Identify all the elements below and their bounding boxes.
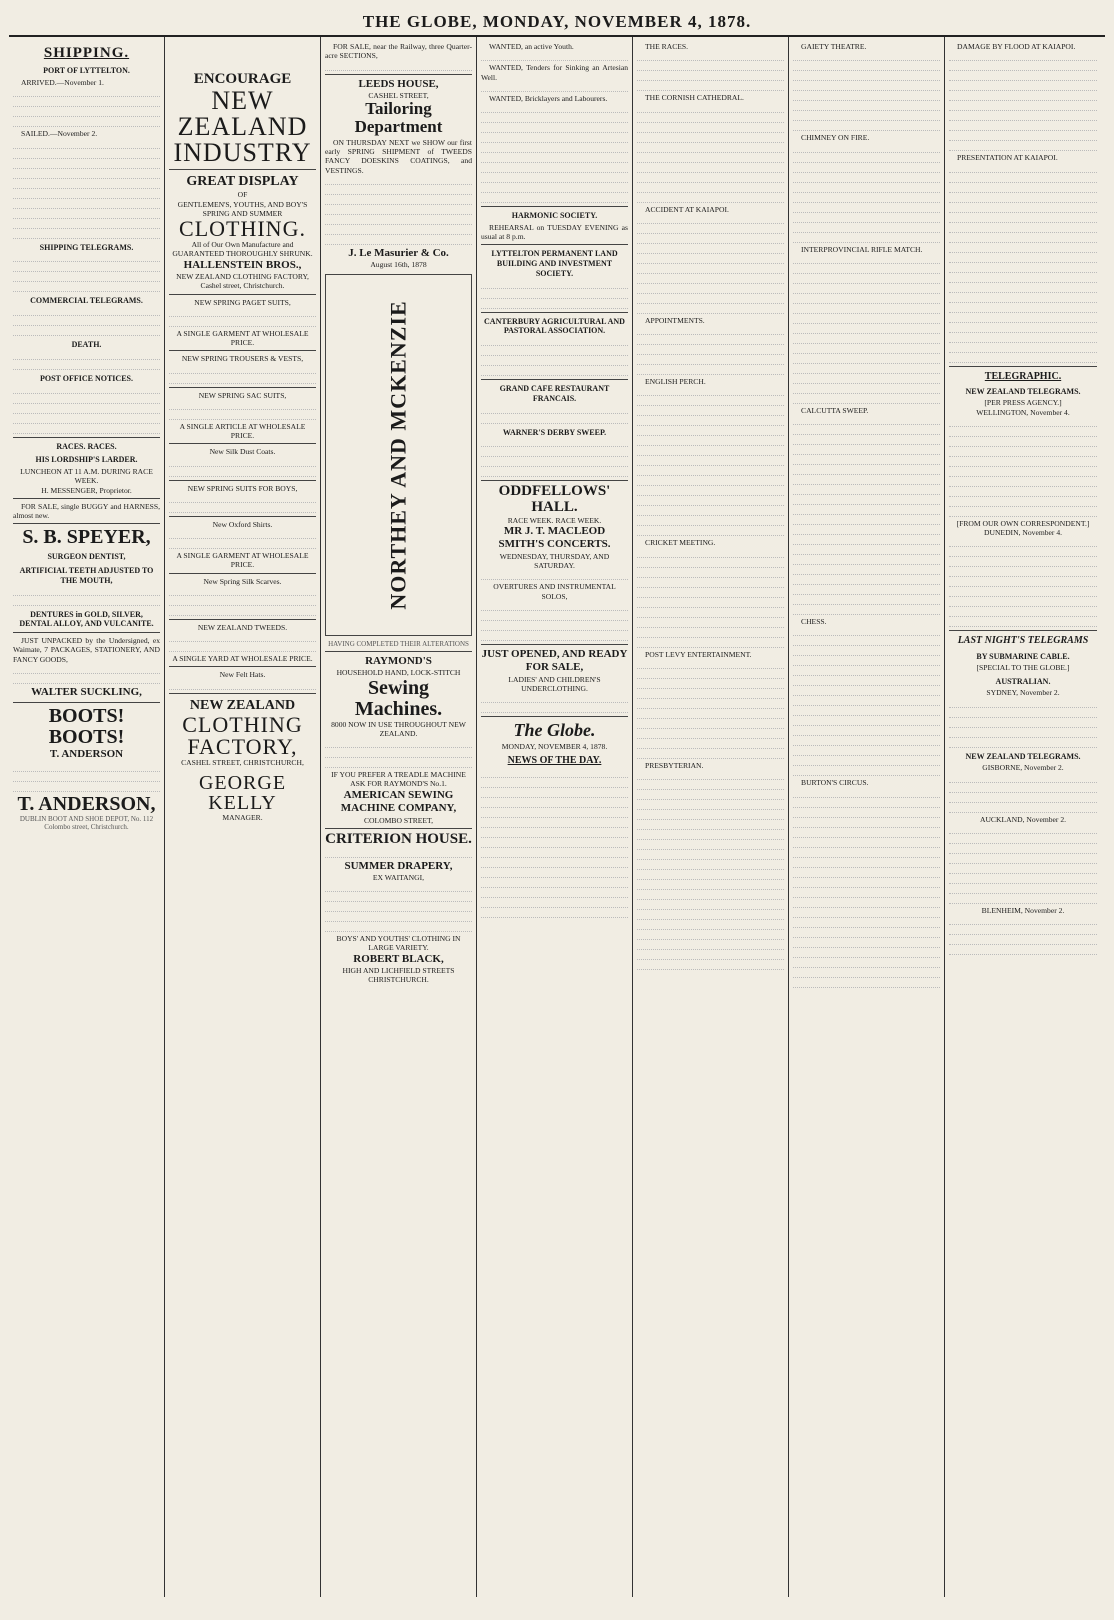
nz-heading: NEW ZEALAND xyxy=(177,86,308,142)
column-2 xyxy=(165,37,321,1597)
boys-clothing: BOYS' AND YOUTHS' CLOTHING IN LARGE VARIETY. xyxy=(336,934,461,953)
single-yard-text: A SINGLE YARD AT WHOLESALE PRICE. xyxy=(172,654,313,664)
rehearsal-text: REHEARSAL on TUESDAY EVENING as usual at 8 p.m. xyxy=(481,222,628,241)
treadle-text: IF YOU PREFER A TREADLE MACHINE ASK FOR RAYMOND'S No.1. xyxy=(331,770,466,789)
messenger-text: H. MESSENGER, Proprietor. xyxy=(41,485,132,495)
anderson-footer: T. ANDERSON, xyxy=(17,792,156,815)
manager-text: MANAGER. xyxy=(222,812,263,822)
lemesurier-name: J. Le Masurier & Co. xyxy=(348,246,449,259)
underclothing-text: LADIES' AND CHILDREN'S UNDERCLOTHING. xyxy=(508,674,601,693)
larder-heading: HIS LORDSHIP'S LARDER. xyxy=(35,455,138,465)
encourage-heading: ENCOURAGE xyxy=(193,71,292,87)
single-article-text: A SINGLE ARTICLE AT WHOLESALE PRICE. xyxy=(179,421,306,441)
harmonic-heading: HARMONIC SOCIETY. xyxy=(511,211,598,220)
northey-mckenzie-heading: NORTHEY AND MCKENZIE xyxy=(385,299,411,610)
news-heading: NEWS OF THE DAY. xyxy=(507,755,602,767)
nz-clothing-heading: NEW ZEALAND xyxy=(189,697,296,713)
oddfellows-heading: ODDFELLOWS' HALL. xyxy=(498,483,611,515)
dunedin-dateline: DUNEDIN, November 4. xyxy=(983,528,1063,538)
use-text: 8000 NOW IN USE THROUGHOUT NEW ZEALAND. xyxy=(331,719,466,738)
factory-text: NEW ZEALAND CLOTHING FACTORY, xyxy=(176,272,309,282)
death-heading: DEATH. xyxy=(71,340,102,350)
boots-heading: BOOTS! BOOTS! xyxy=(48,705,125,749)
columns xyxy=(9,37,1105,1597)
american-heading: AMERICAN SEWING MACHINE COMPANY, xyxy=(340,788,457,815)
great-display: GREAT DISPLAY xyxy=(186,174,299,190)
own-manufacture: All of Our Own Manufacture and xyxy=(191,240,294,250)
black-name: ROBERT BLACK, xyxy=(353,952,444,965)
tweeds-text: NEW ZEALAND TWEEDS. xyxy=(197,622,288,632)
special-tag: [SPECIAL TO THE GLOBE.] xyxy=(976,663,1070,673)
wanted-3: WANTED, Bricklayers and Labourers. xyxy=(489,93,608,103)
masthead: THE GLOBE, MONDAY, NOVEMBER 4, 1878. xyxy=(9,8,1105,37)
clothing-factory-heading: CLOTHING FACTORY, xyxy=(182,711,303,759)
gaiety-para: GAIETY THEATRE. xyxy=(801,42,867,51)
wanted-1: WANTED, an active Youth. xyxy=(489,42,574,51)
sydney-dateline: SYDNEY, November 2. xyxy=(986,688,1060,698)
telegraphic-heading: TELEGRAPHIC. xyxy=(984,370,1062,382)
races-para: THE RACES. xyxy=(645,42,689,51)
grand-cafe-heading: GRAND CAFE RESTAURANT FRANCAIS. xyxy=(499,384,610,403)
spring-summer-text: SPRING AND SUMMER xyxy=(202,208,283,218)
macleod-heading: MR J. T. MACLEOD SMITH'S CONCERTS. xyxy=(498,525,611,551)
household-text: HOUSEHOLD HAND, LOCK-STITCH xyxy=(336,668,461,678)
shipping-telegrams-heading: SHIPPING TELEGRAMS. xyxy=(39,242,134,252)
northey-mckenzie-ad xyxy=(325,274,472,636)
tailoring-text: ON THURSDAY NEXT we SHOW our first early SPRING SHIPMENT of TWEEDS FANCY DOESKINS COATINGS, and VESTINGS. xyxy=(325,137,472,175)
nz-telegrams-heading-2: NEW ZEALAND TELEGRAMS. xyxy=(965,751,1081,761)
blenheim-dateline: BLENHEIM, November 2. xyxy=(981,905,1065,915)
dentist-title: SURGEON DENTIST, xyxy=(47,552,126,562)
colombo-text: COLOMBO STREET, xyxy=(363,815,434,825)
rifle-para: INTERPROVINCIAL RIFLE MATCH. xyxy=(801,244,923,254)
paget-text: NEW SPRING PAGET SUITS, xyxy=(194,297,291,307)
column-7 xyxy=(945,37,1101,1597)
silk-dust-text: New Silk Dust Coats. xyxy=(209,447,276,457)
column-1 xyxy=(9,37,165,1597)
port-heading: PORT OF LYTTELTON. xyxy=(43,66,130,76)
leeds-address: CASHEL STREET, xyxy=(368,90,429,100)
wellington-dateline: WELLINGTON, November 4. xyxy=(976,407,1070,417)
cornish-para: THE CORNISH CATHEDRAL. xyxy=(645,93,744,103)
days-text: WEDNESDAY, THURSDAY, AND SATURDAY. xyxy=(499,551,610,571)
boys-suits-text: NEW SPRING SUITS FOR BOYS, xyxy=(187,483,298,493)
criterion-heading: CRITERION HOUSE. xyxy=(325,830,472,847)
raymond-heading: RAYMOND'S xyxy=(365,655,432,668)
globe-heading: The Globe. xyxy=(513,720,596,741)
cable-heading: BY SUBMARINE CABLE. xyxy=(976,651,1070,661)
last-night-heading: LAST NIGHT'S TELEGRAMS xyxy=(957,635,1089,647)
derby-heading: WARNER'S DERBY SWEEP. xyxy=(502,427,607,437)
scarves-text: New Spring Silk Scarves. xyxy=(203,576,282,586)
commercial-telegrams-heading: COMMERCIAL TELEGRAMS. xyxy=(30,296,143,306)
felt-hats-text: New Felt Hats. xyxy=(219,670,266,680)
column-4 xyxy=(477,37,633,1597)
newspaper-page xyxy=(9,8,1105,1602)
oxford-text: New Oxford Shirts. xyxy=(212,519,273,529)
post-entertainment-para: POST LEVY ENTERTAINMENT. xyxy=(645,649,752,659)
summer-drapery-heading: SUMMER DRAPERY, xyxy=(344,859,453,872)
cashel-text: Cashel street, Christchurch. xyxy=(200,281,285,291)
guaranteed-text: GUARANTEED THOROUGHLY SHRUNK. xyxy=(172,249,313,259)
chess-para: CHESS. xyxy=(801,617,827,626)
ex-waitangi: EX WAITANGI, xyxy=(372,872,425,882)
press-agency-tag: [PER PRESS AGENCY.] xyxy=(984,398,1062,408)
english-perch-para: ENGLISH PERCH. xyxy=(645,377,706,386)
lyttelton-heading: LYTTELTON PERMANENT LAND BUILDING AND INVESTMENT SOCIETY. xyxy=(491,249,618,278)
appointments-para: APPOINTMENTS. xyxy=(645,315,705,325)
cricket-para: CRICKET MEETING. xyxy=(645,538,716,548)
australian-heading: AUSTRALIAN. xyxy=(995,676,1051,686)
wanted-2: WANTED, Tenders for Sinking an Artesian Well. xyxy=(481,63,628,82)
sac-text: NEW SPRING SAC SUITS, xyxy=(198,390,287,400)
column-3 xyxy=(321,37,477,1597)
tailoring-heading: Tailoring Department xyxy=(354,99,443,136)
shipping-heading: SHIPPING. xyxy=(43,45,130,61)
anderson-name: T. ANDERSON xyxy=(49,748,124,761)
clothing-heading: CLOTHING. xyxy=(179,216,306,242)
teeth-text: ARTIFICIAL TEETH ADJUSTED TO THE MOUTH, xyxy=(19,566,154,585)
overtures-text: OVERTURES AND INSTRUMENTAL SOLOS, xyxy=(493,582,616,601)
arrived-heading: ARRIVED.—November 1. xyxy=(21,78,104,88)
race-week-text: RACE WEEK. RACE WEEK. xyxy=(507,515,602,525)
presentation-para: PRESENTATION AT KAIAPOI. xyxy=(957,153,1058,163)
single-garment-text-2: A SINGLE GARMENT AT WHOLESALE PRICE. xyxy=(176,551,309,570)
dentures-text: DENTURES in GOLD, SILVER, DENTAL ALLOY, AND VULCANITE. xyxy=(19,609,154,629)
suckling-name: WALTER SUCKLING, xyxy=(31,685,142,698)
accident-para: ACCIDENT AT KAIAPOI. xyxy=(645,204,729,214)
industry-heading: INDUSTRY xyxy=(173,138,312,168)
of-text: OF xyxy=(237,190,248,200)
single-garment-text: A SINGLE GARMENT AT WHOLESALE PRICE. xyxy=(176,328,309,348)
post-office-heading: POST OFFICE NOTICES. xyxy=(40,373,133,383)
northey-sub: HAVING COMPLETED THEIR ALTERATIONS xyxy=(328,639,469,648)
tailoring-date: August 16th, 1878 xyxy=(370,260,427,270)
fire-para: CHIMNEY ON FIRE. xyxy=(801,133,870,143)
for-sale-text: FOR SALE, near the Railway, three Quarter-acre SECTIONS, xyxy=(325,42,472,61)
correspondent-tag: [FROM OUR OWN CORRESPONDENT.] xyxy=(956,518,1090,528)
black-address: HIGH AND LICHFIELD STREETS CHRISTCHURCH. xyxy=(342,966,455,985)
calcutta-para: CALCUTTA SWEEP. xyxy=(801,405,869,415)
trousers-text: NEW SPRING TROUSERS & VESTS, xyxy=(181,354,304,364)
leeds-heading: LEEDS HOUSE, xyxy=(358,77,439,90)
nz-telegrams-heading: NEW ZEALAND TELEGRAMS. xyxy=(965,386,1081,396)
sailed-heading: SAILED.—November 2. xyxy=(21,129,98,139)
presbyterian-para: PRESBYTERIAN. xyxy=(645,760,704,770)
dentist-name: S. B. SPEYER, xyxy=(22,526,151,549)
column-5 xyxy=(633,37,789,1597)
anderson-address: DUBLIN BOOT AND SHOE DEPOT, No. 112 Colombo street, Christchurch. xyxy=(19,814,154,832)
sewing-heading: Sewing Machines. xyxy=(354,676,443,720)
column-6 xyxy=(789,37,945,1597)
auckland-dateline: AUCKLAND, November 2. xyxy=(979,814,1067,824)
just-opened-heading: JUST OPENED, AND READY FOR SALE, xyxy=(481,647,628,674)
cashel-street-2: CASHEL STREET, CHRISTCHURCH, xyxy=(181,757,304,767)
damage-para: DAMAGE BY FLOOD AT KAIAPOI. xyxy=(957,42,1076,51)
burton-para: BURTON'S CIRCUS. xyxy=(801,778,869,788)
hallenstein-name: HALLENSTEIN BROS., xyxy=(183,258,302,271)
luncheon-text: LUNCHEON AT 11 A.M. DURING RACE WEEK. xyxy=(20,467,153,486)
races-heading: RACES. RACES. xyxy=(56,441,117,451)
sale-text: FOR SALE, single BUGGY and HARNESS, almost new. xyxy=(13,501,160,521)
gentlemens-text: GENTLEMEN'S, YOUTHS, AND BOY'S xyxy=(177,199,308,209)
gisborne-dateline: GISBORNE, November 2. xyxy=(982,763,1064,773)
globe-date: MONDAY, NOVEMBER 4, 1878. xyxy=(501,742,608,752)
kelly-name: GEORGE KELLY xyxy=(198,771,287,814)
unpacked-text: JUST UNPACKED by the Undersigned, ex Waimate, 7 PACKAGES, STATIONERY, AND FANCY GOODS, xyxy=(13,636,160,664)
canterbury-heading: CANTERBURY AGRICULTURAL AND PASTORAL ASSOCIATION. xyxy=(484,316,625,336)
